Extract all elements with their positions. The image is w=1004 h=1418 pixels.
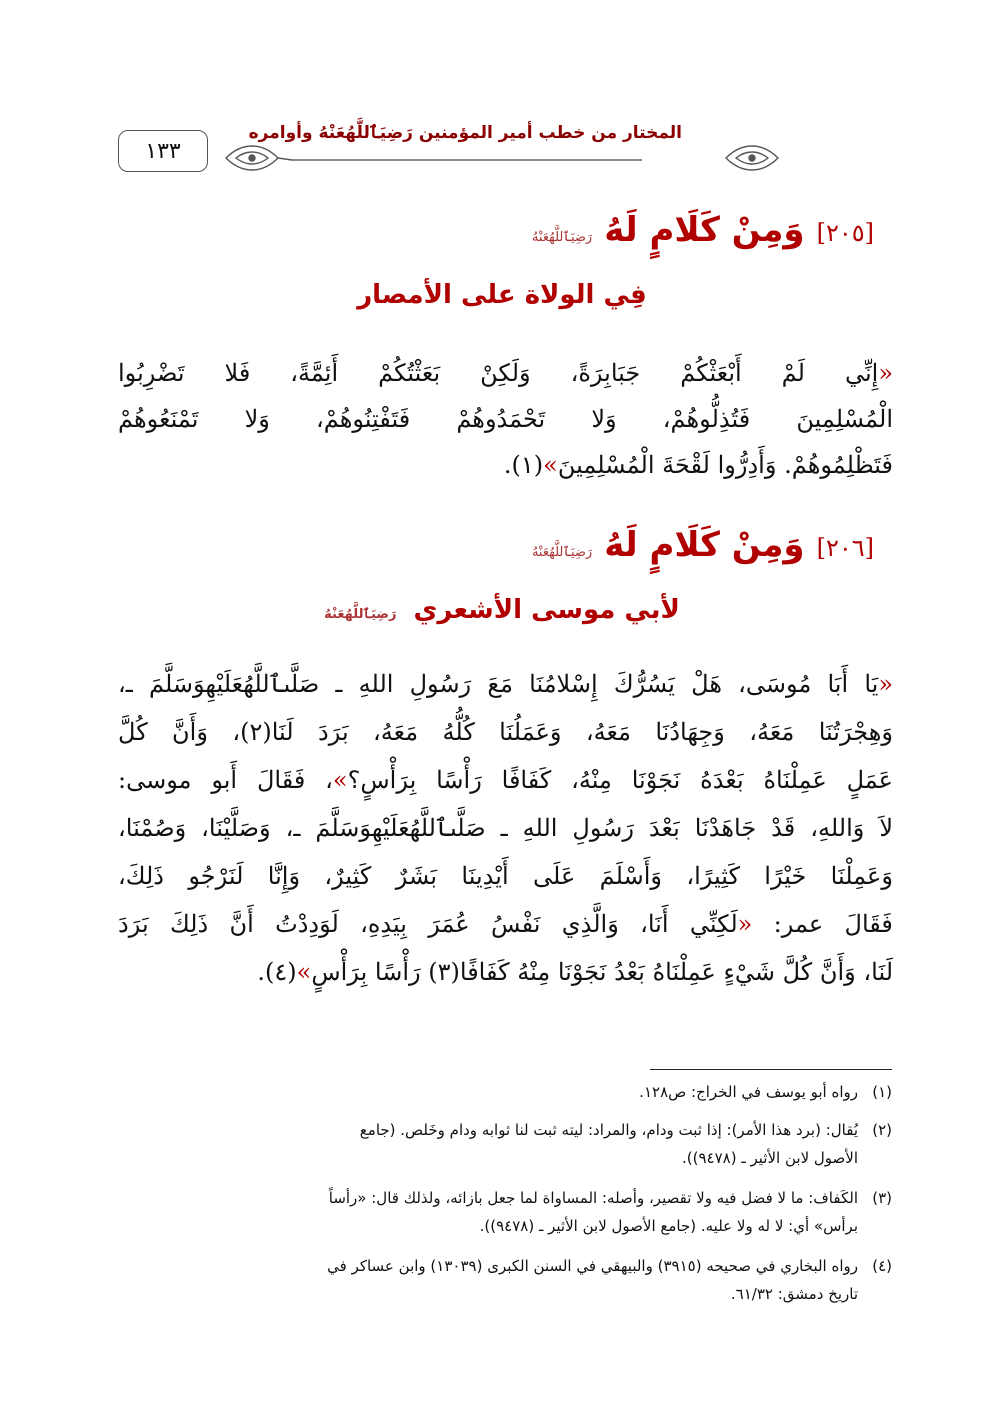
footnote-number: (٤)	[872, 1257, 892, 1275]
footnote-2	[112, 1116, 892, 1172]
footnote-text: يُقال: (برد هذا الأمر): إذا ثبت ودام، والمراد: ليته ثبت لنا ثوابه ودام وخَلص. (جامع	[359, 1121, 858, 1139]
footnote-number: (٢)	[872, 1121, 892, 1139]
footnote-4	[112, 1252, 892, 1308]
section-number: [٢٠٦]	[816, 534, 874, 562]
header-title: المختار من خطب أمير المؤمنين رَضِيَٱللَّهُعَنْهُ وأوامره	[248, 123, 682, 143]
text-line: المسلمين فتذلوهم، ول تحمدوهم فتفتنوهم، ول تمنعوهم	[118, 405, 894, 433]
footnote-text: الكَفاف: ما لا فضل فيه ولا تقصير، وأصله: المساواة لما جعل بازائه، ولذلك قال: «رأساً	[328, 1189, 858, 1207]
paragraph-206	[118, 660, 893, 996]
text-line: عمل عملناه بعده نجونا منه، كفافا رأسا برأس؟»، فقال أبو موسى:	[118, 766, 893, 794]
text-line: فتظلموهم. وأدروا لقحة المسلمين»(١).	[503, 451, 893, 479]
honorific-text: رَضِيَٱللَّهُعَنْهُ	[324, 607, 397, 622]
running-header	[222, 122, 782, 178]
text-line: فقال عمر: «لكني أنا، والذي نفس عمر بيده، لوددت أن ذلك برد	[118, 910, 893, 938]
subtitle-text: فِي الولاة على الأمصار	[357, 280, 647, 310]
footnote-divider	[650, 1069, 892, 1070]
text-line: وعملنا خيرا كثيرا، وأسلم على أيدينا بشر كثير، وإنا لنرجو ذلك،	[118, 862, 893, 890]
section-heading-206	[532, 525, 874, 565]
text-line: ل والله، قد جاهدنا بعد رسول الله ـ صلىٱللهعليهوسلم ـ، وصلينا، وصمنا،	[118, 814, 894, 842]
footnote-text: رواه البخاري في صحيحه (٣٩١٥) والبيهقي في السنن الكبرى (١٣٠٣٩) وابن عساكر في	[327, 1257, 858, 1275]
section-number: [٢٠٥]	[816, 219, 874, 247]
honorific-text: رَضِيَٱللَّهُعَنْهُ	[531, 545, 593, 560]
footnote-text: الأصول لابن الأثير ـ (٩٤٧٨)).	[682, 1149, 858, 1167]
text-line: وهجرتنا معه، وجهادنا معه، وعملنا كله معه، برد لنا(٢)، وأن كل	[118, 718, 893, 746]
section-subtitle-205	[0, 280, 1004, 310]
honorific-text: رَضِيَٱللَّهُعَنْهُ	[531, 230, 593, 245]
footnote-number: (٣)	[872, 1189, 892, 1207]
footnote-text: برأس» أي: لا له ولا عليه. (جامع الأصول لابن الأثير ـ (٩٤٧٨)).	[479, 1217, 858, 1235]
section-heading-205	[532, 210, 874, 250]
text-line: لنا، وأن كل شيء عملناه بعد نجونا منه كفافا(٣) رأسا برأس»(٤).	[257, 958, 893, 986]
paragraph-205	[118, 350, 893, 488]
footnote-number: (١)	[872, 1083, 892, 1101]
footnote-text: رواه أبو يوسف في الخراج: ص١٢٨.	[639, 1083, 858, 1101]
footnote-3	[112, 1184, 892, 1240]
page-number: ١٣٣	[118, 130, 208, 172]
footnote-1	[112, 1078, 892, 1106]
section-title: وَمِنْ كَلَامٍ لَهُ	[604, 210, 805, 250]
section-title: وَمِنْ كَلَامٍ لَهُ	[604, 525, 805, 565]
text-line: «يا أبا موسى، هل يسرك إسلمنا مع رسول الله ـ صلىٱللهعليهوسلم ـ،	[118, 670, 893, 698]
section-subtitle-206	[0, 595, 1004, 625]
subtitle-text: لأبي موسى الأشعري	[413, 595, 680, 625]
text-line: «إني لم أبعثكم جبابرة، ولكن بعثتكم أئمة، فل تضربوا	[118, 359, 893, 387]
footnote-text: تاريخ دمشق: ٦١/٣٢.	[730, 1285, 858, 1303]
